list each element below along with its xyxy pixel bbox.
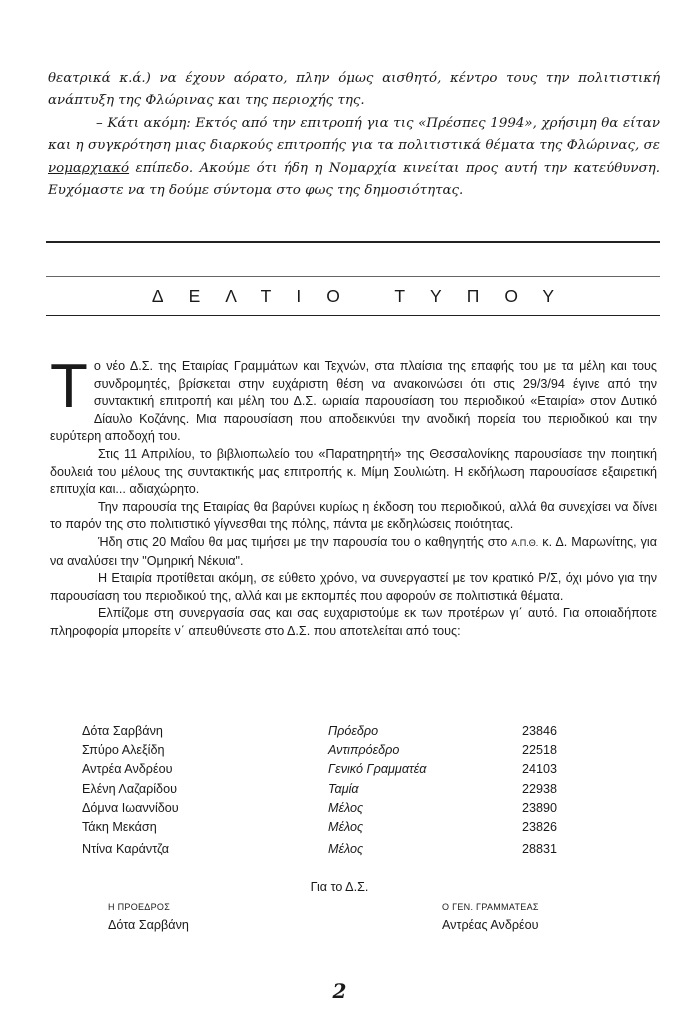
press-paragraph-5: Η Εταιρία προτίθεται ακόμη, σε εύθετο χρόνο, να συνεργαστεί με τον κρατικό Ρ/Σ, όχι μόνο για την παρουσίαση του περιοδικού της, αλλά και με εκπομπές που αφορούν σε πολιτιστικά θέματα. [50,571,657,603]
page-number: 2 [332,979,347,1003]
section-divider-thin [46,276,660,277]
member-name: Ντίνα Καράντζα [82,842,169,857]
press-p4-end: κ. Δ. Μαρωνίτης, για να αναλύσει την "Ομηρική Νέκυια". [50,534,658,568]
secretary-name: Αντρέας Ανδρέου [442,918,539,932]
member-role: Γενικό Γραμματέα [328,762,427,777]
press-paragraph-1-text: ο νέο Δ.Σ. της Εταιρίας Γραμμάτων και Τεχνών, στα πλαίσια της επαφής του με τα μέλη και τους συνδρομητές, βρίσκεται στην ευχάριστη θέση να ανακοινώσει ότι στις 29/3/94 έγινε από την συντακτική επιτροπή και μέλη του Δ.Σ. ωριαία παρουσίαση του περιοδικού «Εταιρία» στον Δυτικό Δίαυλο Κοζάνης. Μια παρουσίαση που αποδεικνύει την ανοδική πορεία του περιοδικού και την ευρύτερη αποδοχή του. [50,359,657,444]
intro-p2-underlined: νομαρχιακό [48,160,130,176]
member-phone: 23846 [522,724,558,738]
member-name: Σπύρο Αλεξίδη [82,743,165,758]
member-row [82,741,582,760]
drop-cap: Τ [50,352,88,421]
member-name: Ελένη Λαζαρίδου [82,781,177,796]
member-phone: 28831 [522,842,558,857]
member-role: Αντιπρόεδρο [328,743,400,758]
member-phone: 22518 [522,743,558,758]
member-row [82,818,582,837]
member-phone: 22938 [522,781,558,796]
president-title: Η ΠΡΟΕΔΡΟΣ [108,902,171,912]
president-name: Δότα Σαρβάνη [108,918,189,932]
member-row [82,840,582,859]
for-board-label: Για το Δ.Σ. [310,880,369,894]
member-phone: 24103 [522,762,558,777]
press-paragraph-6: Ελπίζομε στη συνεργασία σας και σας ευχαριστούμε εκ των προτέρων γι΄ αυτό. Για οποιαδήποτε πληροφορία μπορείτε ν΄ απευθύνεστε στο Δ.Σ. που αποτελείται από τους: [50,606,657,638]
press-paragraph-2: Στις 11 Απριλίου, το βιβλιοπωλείο του «Παρατηρητή» της Θεσσαλονίκης παρουσίασε την ποιητική δουλειά του μέλους της συντακτικής μας επιτροπής κ. Μίμη Σουλιώτη. Η εκδήλωση παρουσίασε εξαιρετική επιτυχία και... αδιαχώρητο. [50,446,657,497]
intro-paragraph-2 [48,113,660,203]
signature-president [108,902,189,932]
signature-secretary [442,902,539,932]
member-name: Δότα Σαρβάνη [82,724,163,738]
intro-p2-end: επίπεδο. Ακούμε ότι ήδη η Νομαρχία κινείται προς αυτή την κατεύθυνση. Ευχόμαστε να τη δούμε σύντομα στο φως της δημοσιότητας. [48,160,660,199]
member-name: Τάκη Μεκάση [82,819,157,834]
member-name: Αντρέα Ανδρέου [82,762,173,777]
press-release-body [50,352,658,641]
member-row [82,722,582,741]
press-paragraph-1 [50,352,657,446]
press-p4-start: Ήδη στις 20 Μαΐου θα μας τιμήσει με την παρουσία του ο καθηγητής στο [98,534,512,549]
member-role: Μέλος [328,842,364,857]
press-release-title: ΔΕΛΤΙΟ ΤΥΠΟΥ [151,286,580,306]
member-phone: 23890 [522,800,558,815]
board-members-list [82,722,582,859]
member-row [82,760,582,779]
member-row [82,799,582,818]
intro-paragraph-1: θεατρικά κ.ά.) να έχουν αόρατο, πλην όμως αισθητό, κέντρο τους την πολιτιστική ανάπτυξη της Φλώρινας και της περιοχής της. [48,71,660,109]
member-role: Πρόεδρο [328,724,379,738]
press-paragraph-3: Την παρουσία της Εταιρίας θα βαρύνει κυρίως η έκδοση του περιοδικού, αλλά θα συνεχίσει να δίνει το παρόν της στο πολιτιστικό γίγνεσθαι της πόλης, πάντα με εκδηλώσεις ποιότητας. [50,499,657,532]
member-role: Μέλος [328,800,364,815]
secretary-title: Ο ΓΕΝ. ΓΡΑΜΜΑΤΕΑΣ [442,902,539,912]
intro-text [48,68,660,202]
member-name: Δόμνα Ιωαννίδου [82,800,179,815]
press-paragraph-4 [50,534,657,570]
intro-p2-start: – Κάτι ακόμη: Εκτός από την επιτροπή για τις «Πρέσπες 1994», χρήσιμη θα είταν και η συγκρότηση μιας διαρκούς επιτροπής για τα πολιτιστικά θέματα της Φλώρινας, σε [48,115,660,154]
press-p4-abbrev: Α.Π.Θ. [511,537,539,548]
member-role: Μέλος [328,819,364,834]
press-release-heading [46,281,660,316]
member-phone: 23826 [522,819,558,834]
member-role: Ταμία [328,781,359,796]
section-divider-thick [46,241,660,243]
member-row [82,780,582,799]
